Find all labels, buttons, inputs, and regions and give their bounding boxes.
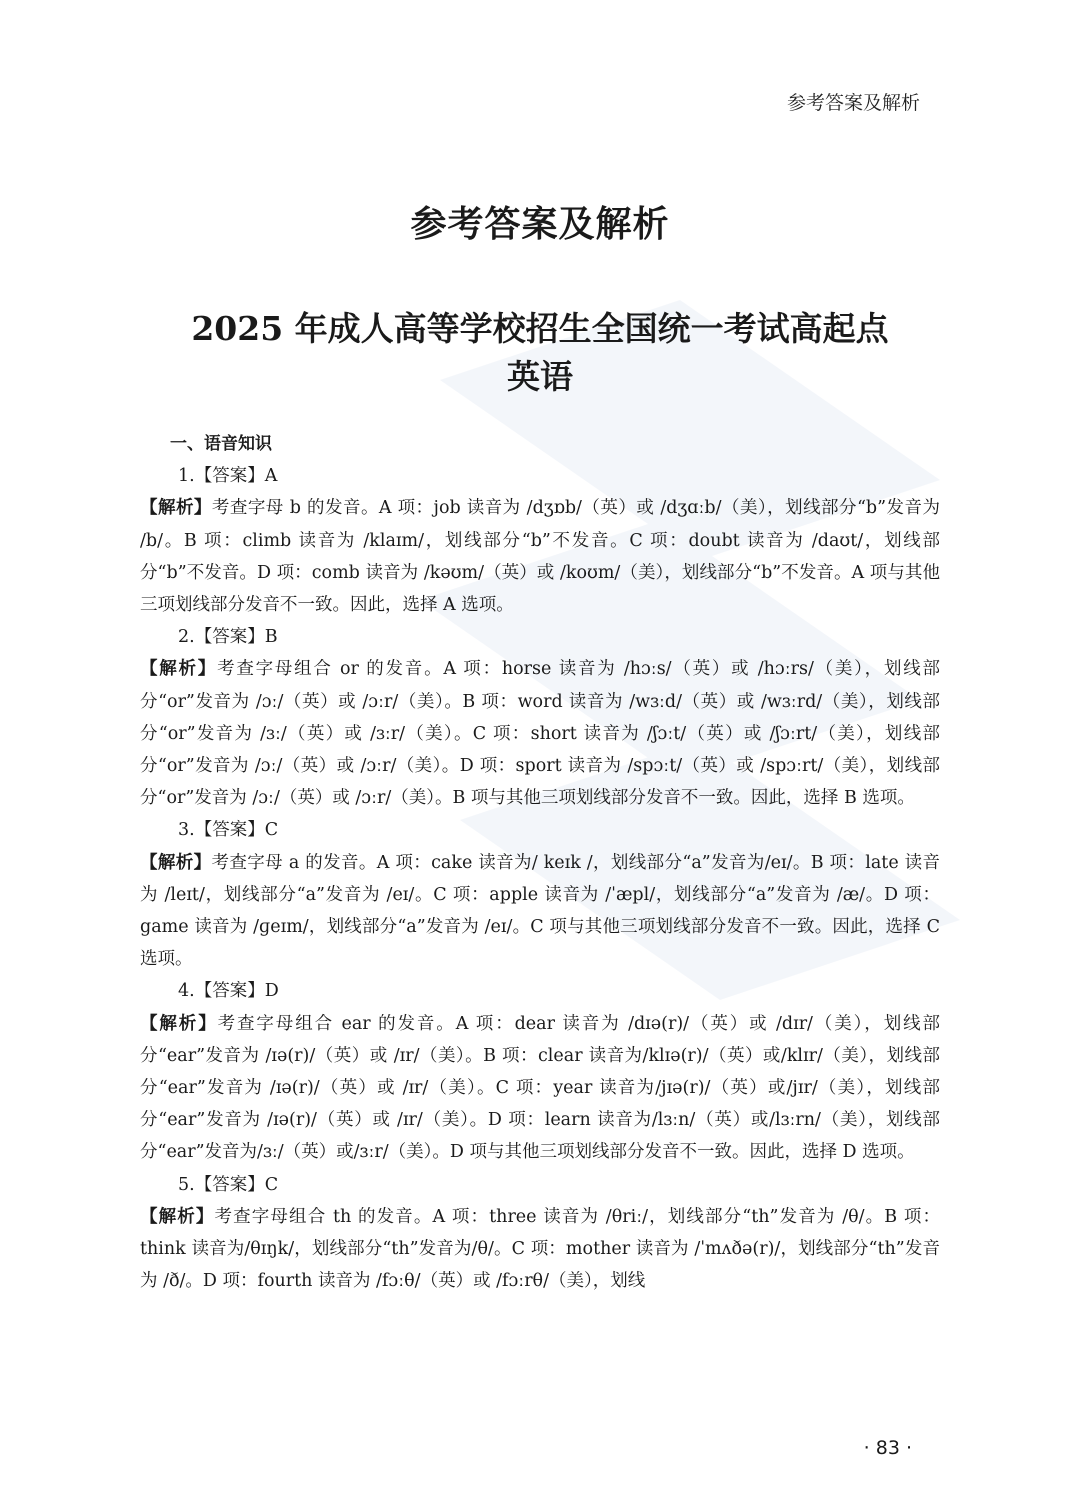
answer-item-2 (140, 621, 940, 814)
analysis-label: 【解析】 (140, 852, 212, 873)
analysis-text: 考查字母 b 的发音。A 项：job 读音为 /dʒɒb/（英）或 /dʒɑːb/（美），划线部分“b”发音为 /b/。B 项：climb 读音为 /klaɪm/，划线部分“b”不发音。C 项：doubt 读音为 /daʊt/，划线部分“b”不发音。D 项：comb 读音为 /kəʊm/（英）或 /koʊm/（美），划线部分“b”不发音。A 项与其他三项划线部分发音不一致。因此，选择 A 选项。 (140, 498, 940, 616)
answer-line: 3.【答案】C (178, 820, 279, 841)
answer-item-5 (140, 1169, 940, 1298)
analysis-paragraph (140, 847, 940, 976)
analysis-paragraph (140, 1008, 940, 1169)
exam-title (0, 305, 1080, 401)
exam-title-line1: 2025 年成人高等学校招生全国统一考试高起点 (191, 309, 889, 348)
running-header: 参考答案及解析 (786, 92, 920, 114)
analysis-label: 【解析】 (140, 1206, 215, 1227)
page-title: 参考答案及解析 (410, 204, 670, 245)
answer-line: 2.【答案】B (178, 627, 278, 648)
answer-line: 1.【答案】A (178, 466, 278, 487)
analysis-label: 【解析】 (140, 498, 212, 519)
answer-line: 5.【答案】C (178, 1174, 279, 1195)
analysis-paragraph (140, 1201, 940, 1298)
analysis-paragraph (140, 492, 940, 621)
answer-item-3 (140, 814, 940, 975)
analysis-text: 考查字母组合 ear 的发音。A 项：dear 读音为 /dɪə(r)/（英）或 /dɪr/（美），划线部分“ear”发音为 /ɪə(r)/（英）或 /ɪr/（美）。B 项：clear 读音为/klɪə(r)/（英）或/klɪr/（美），划线部分“ear”发音为 /ɪə(r)/（英）或 /ɪr/（美）。C 项：year 读音为/jɪə(r)/（英）或/jɪr/（美），划线部分“ear”发音为 /ɪə(r)/（英）或 /ɪr/（美）。D 项：learn 读音为/lɜːn/（英）或/lɜːrn/（美），划线部分“ear”发音为/ɜː/（英）或/ɜːr/（美）。D 项与其他三项划线部分发音不一致。因此，选择 D 选项。 (140, 1013, 941, 1163)
answer-content (140, 428, 940, 1297)
analysis-text: 考查字母 a 的发音。A 项：cake 读音为/ keɪk /，划线部分“a”发音为/eɪ/。B 项：late 读音为 /leɪt/，划线部分“a”发音为 /eɪ/。C 项：apple 读音为 /ˈæpl/，划线部分“a”发音为 /æ/。D 项：game 读音为 /ɡeɪm/，划线部分“a”发音为 /eɪ/。C 项与其他三项划线部分发音不一致。因此，选择 C 选项。 (140, 852, 941, 970)
answer-line: 4.【答案】D (178, 981, 279, 1002)
section-heading: 一、语音知识 (170, 434, 272, 454)
analysis-label: 【解析】 (140, 659, 218, 680)
analysis-text: 考查字母组合 or 的发音。A 项：horse 读音为 /hɔːs/（英）或 /hɔːrs/（美），划线部分“or”发音为 /ɔː/（英）或 /ɔːr/（美）。B 项：word 读音为 /wɜːd/（英）或 /wɜːrd/（美），划线部分“or”发音为 /ɜː/（英）或 /ɜːr/（美）。C 项：short 读音为 /ʃɔːt/（英）或 /ʃɔːrt/（美），划线部分“or”发音为 /ɔː/（英）或 /ɔːr/（美）。D 项：sport 读音为 /spɔːt/（英）或 /spɔːrt/（美），划线部分“or”发音为 /ɔː/（英）或 /ɔːr/（美）。B 项与其他三项划线部分发音不一致。因此，选择 B 选项。 (140, 659, 940, 809)
analysis-paragraph (140, 653, 940, 814)
answer-item-1 (140, 460, 940, 621)
page-number: · 83 · (863, 1437, 912, 1459)
exam-title-line2: 英语 (507, 357, 573, 396)
analysis-label: 【解析】 (140, 1013, 218, 1034)
answer-item-4 (140, 975, 940, 1168)
analysis-text: 考查字母组合 th 的发音。A 项：three 读音为 /θriː/，划线部分“th”发音为 /θ/。B 项：think 读音为/θɪŋk/，划线部分“th”发音为/θ/。C 项：mother 读音为 /ˈmʌðə(r)/，划线部分“th”发音为 /ð/。D 项：fourth 读音为 /fɔːθ/（英）或 /fɔːrθ/（美），划线 (140, 1206, 940, 1292)
